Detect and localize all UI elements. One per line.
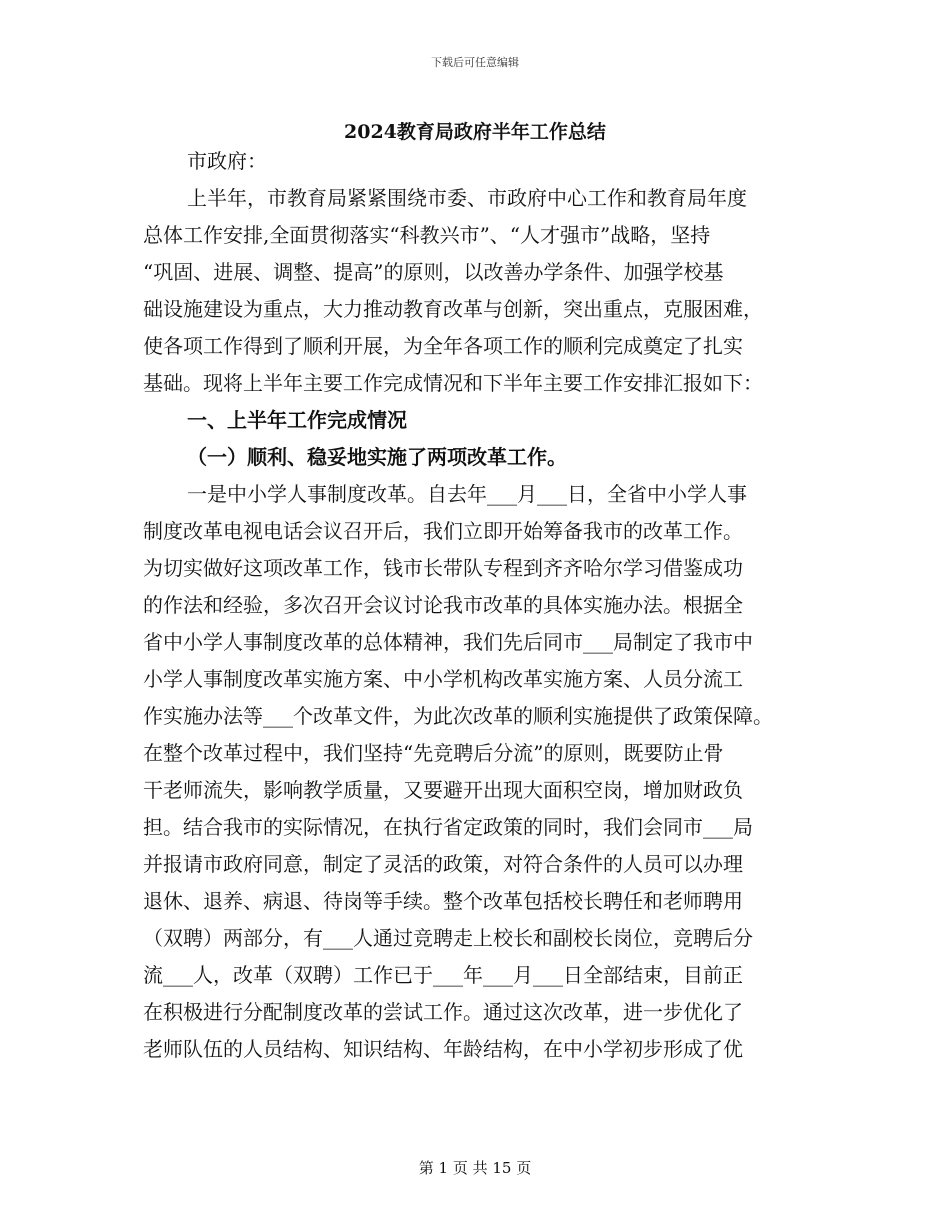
body-line: 为切实做好这项改革工作，钱市长带队专程到齐齐哈尔学习借鉴成功 [143, 556, 743, 580]
body-line: 省中小学人事制度改革的总体精神，我们先后同市___局制定了我市中 [143, 630, 753, 654]
body-line: 退休、退养、病退、待岗等手续。整个改革包括校长聘任和老师聘用 [143, 889, 743, 913]
body-line: （双聘）两部分，有___人通过竞聘走上校长和副校长岗位，竞聘后分 [143, 926, 753, 950]
body-line: 础设施建设为重点，大力推动教育改革与创新，突出重点，克服困难， [143, 297, 763, 321]
section-heading: 一、上半年工作完成情况 [187, 408, 407, 432]
body-line: 干老师流失，影响教学质量，又要避开出现大面积空岗，增加财政负 [143, 778, 743, 802]
body-line: 在整个改革过程中，我们坚持“先竞聘后分流”的原则，既要防止骨 [143, 741, 724, 765]
body-line: 担。结合我市的实际情况，在执行省定政策的同时，我们会同市___局 [143, 815, 753, 839]
page-number: 第 1 页 共 15 页 [418, 1159, 532, 1177]
body-line: 总体工作安排,全面贯彻落实“科教兴市”、“人才强市”战略，坚持 [143, 223, 711, 247]
body-line: 上半年，市教育局紧紧围绕市委、市政府中心工作和教育局年度 [187, 186, 747, 210]
salutation-line: 市政府： [187, 149, 267, 173]
body-line: 的作法和经验，多次召开会议讨论我市改革的具体实施办法。根据全 [143, 593, 743, 617]
body-line: 老师队伍的人员结构、知识结构、年龄结构，在中小学初步形成了优 [143, 1037, 743, 1061]
body-line: 在积极进行分配制度改革的尝试工作。通过这次改革，进一步优化了 [143, 1000, 743, 1024]
body-line: 作实施办法等___个改革文件，为此次改革的顺利实施提供了政策保障。 [143, 704, 773, 728]
document-body [143, 143, 823, 1068]
body-line: 制度改革电视电话会议召开后，我们立即开始筹备我市的改革工作。 [143, 519, 743, 543]
body-line: 使各项工作得到了顺利开展，为全年各项工作的顺利完成奠定了扎实 [143, 334, 743, 358]
body-line: 流___人，改革（双聘）工作已于___年___月___日全部结束，目前正 [143, 963, 743, 987]
subsection-heading: （一）顺利、稳妥地实施了两项改革工作。 [187, 445, 567, 469]
body-line: 并报请市政府同意，制定了灵活的政策，对符合条件的人员可以办理 [143, 852, 743, 876]
body-line: 一是中小学人事制度改革。自去年___月___日，全省中小学人事 [187, 482, 747, 506]
body-line: 基础。现将上半年主要工作完成情况和下半年主要工作安排汇报如下： [143, 371, 763, 395]
body-line: “巩固、进展、调整、提高”的原则，以改善办学条件、加强学校基 [143, 260, 724, 284]
document-title: 2024教育局政府半年工作总结 [344, 121, 606, 143]
page-header-note: 下载后可任意编辑 [431, 56, 519, 69]
body-line: 小学人事制度改革实施方案、中小学机构改革实施方案、人员分流工 [143, 667, 743, 691]
